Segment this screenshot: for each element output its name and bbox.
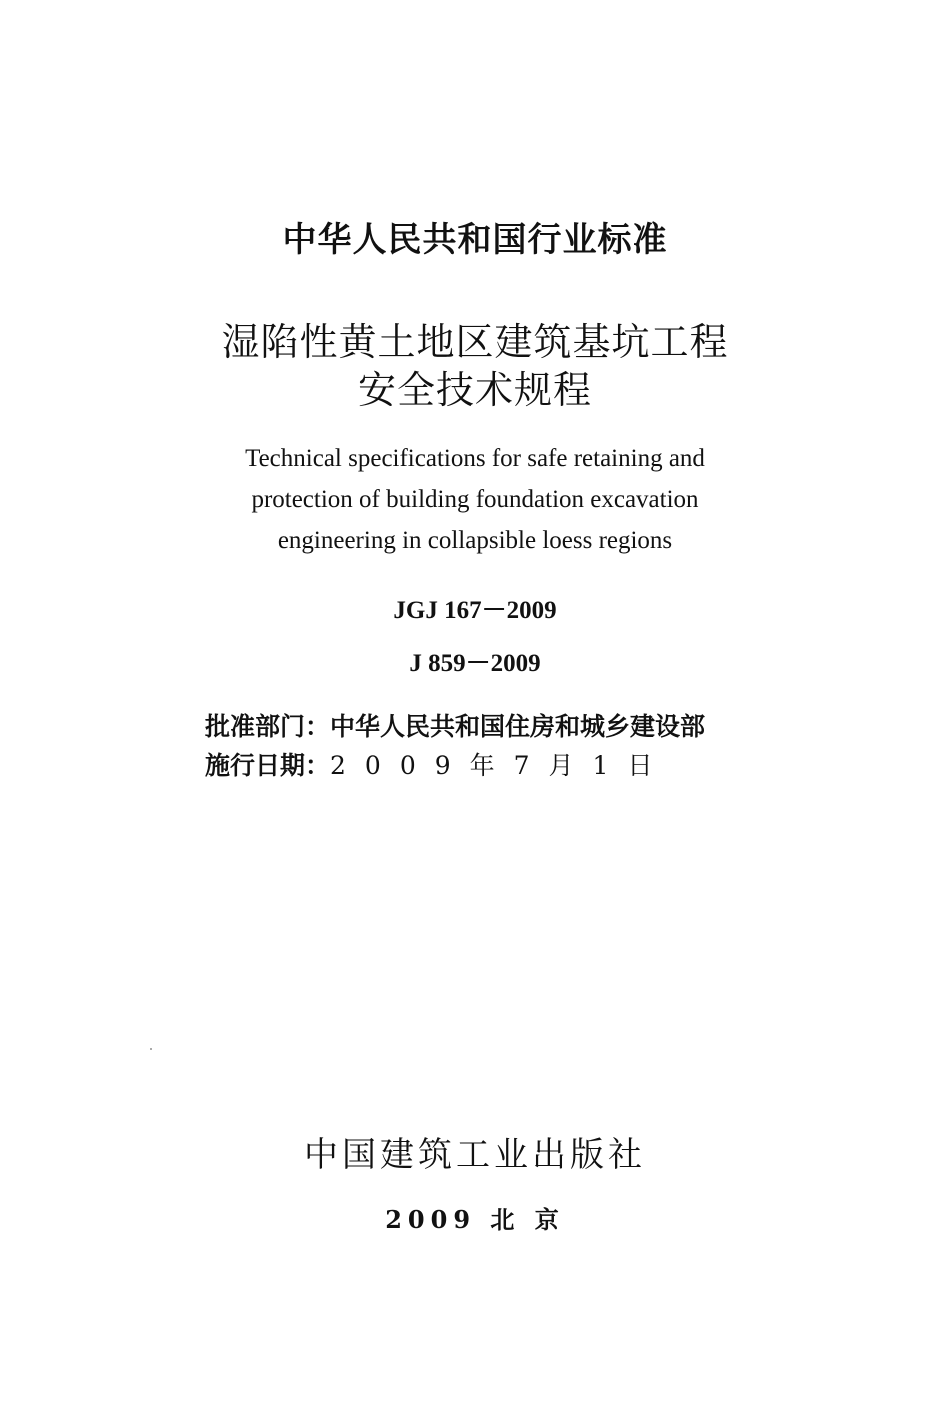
- approval-value: 中华人民共和国住房和城乡建设部: [330, 712, 706, 741]
- approval-label: 批准部门：: [205, 712, 331, 741]
- scan-speck: [150, 1048, 152, 1050]
- effective-value: 2009年7月1日: [330, 751, 672, 780]
- effective-label: 施行日期：: [205, 751, 331, 780]
- publisher-name: 中国建筑工业出版社: [304, 1135, 646, 1175]
- english-title-line-3: engineering in collapsible loess regions: [277, 527, 673, 554]
- approval-department: [205, 707, 765, 743]
- chinese-title-line-2: 安全技术规程: [357, 368, 592, 412]
- english-title: [0, 438, 950, 561]
- standard-series-title: 中华人民共和国行业标准: [282, 220, 668, 260]
- chinese-title-line-1: 湿陷性黄土地区建筑基坑工程: [221, 320, 729, 364]
- effective-date: [205, 746, 765, 782]
- chinese-title: [0, 318, 950, 414]
- english-title-line-2: protection of building foundation excavation: [251, 486, 699, 513]
- publication-year-place: 2009 北 京: [385, 1205, 565, 1234]
- standard-code-j: J 859－2009: [409, 650, 541, 677]
- english-title-line-1: Technical specifications for safe retaining and: [245, 445, 705, 472]
- standard-code-jgj: JGJ 167－2009: [393, 597, 557, 624]
